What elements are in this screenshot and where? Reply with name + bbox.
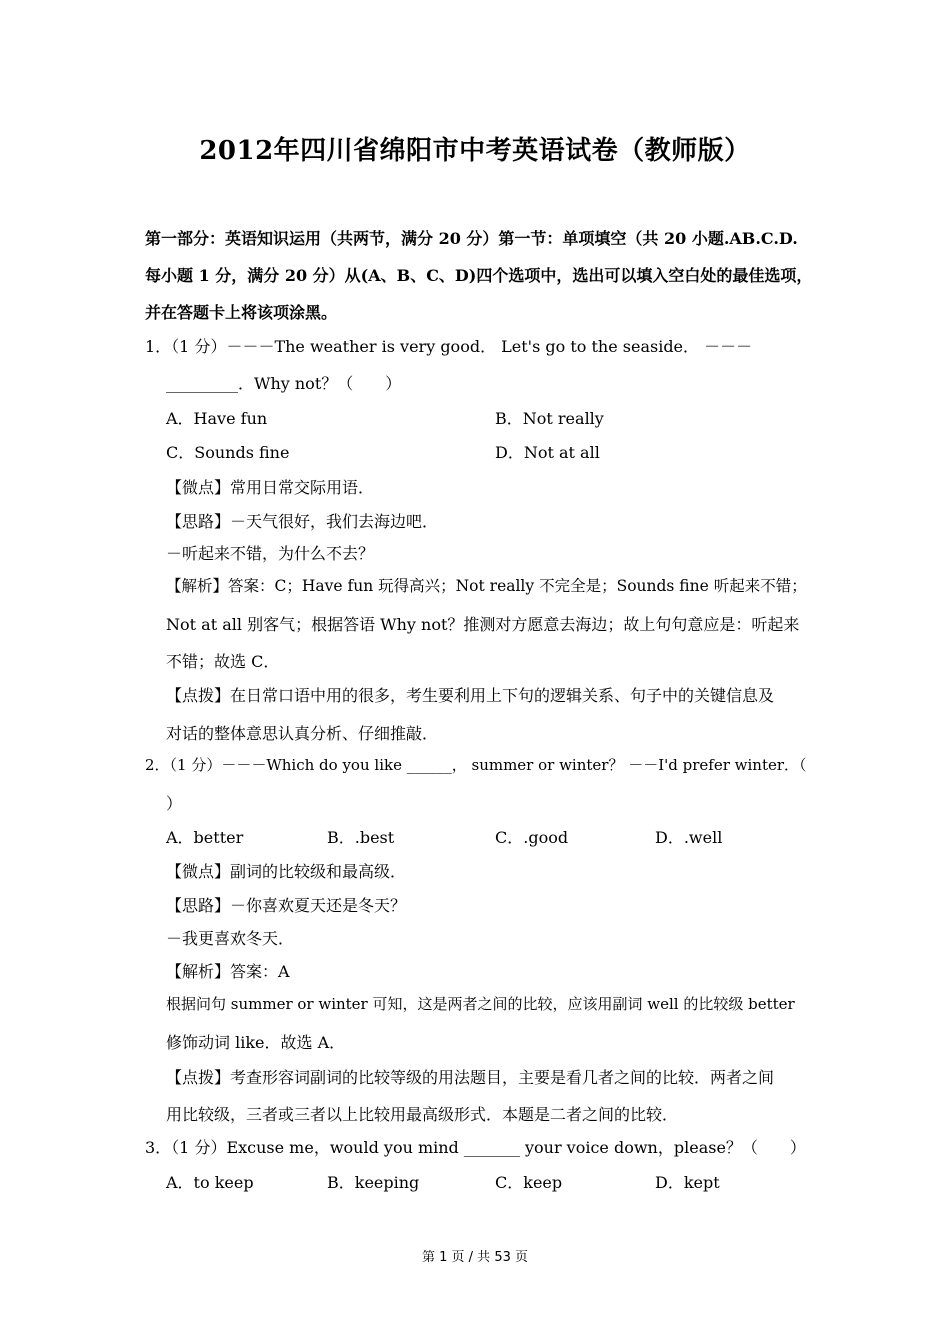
q1-jiexi-2: Not at all 别客气；根据答语 Why not？推测对方愿意去海边；故上句句意应是：听起来 bbox=[166, 615, 800, 634]
page-title: 2012年四川省绵阳市中考英语试卷（教师版） bbox=[199, 136, 751, 166]
q2-jiexi-1: 【解析】答案：A bbox=[166, 962, 290, 981]
q1-silu-1: 【思路】－天气很好，我们去海边吧． bbox=[166, 512, 439, 531]
q1-option-b: B．Not really bbox=[495, 409, 604, 428]
q3-option-b: B．keeping bbox=[327, 1173, 420, 1192]
q2-dianbo-1: 【点拨】考查形容词副词的比较等级的用法题目，主要是看几者之间的比较．两者之间 bbox=[166, 1068, 775, 1087]
q3-option-d: D．kept bbox=[655, 1173, 720, 1192]
q2-option-a: A．better bbox=[166, 828, 244, 847]
q3-stem-line-1: 3．（1 分）Excuse me，would you mind _______ your voice down，please？（ ） bbox=[145, 1138, 806, 1157]
q1-jiexi-3: 不错；故选 C． bbox=[166, 652, 280, 671]
q1-silu-2: －听起来不错，为什么不去？ bbox=[166, 544, 375, 563]
page-footer: 第 1 页 / 共 53 页 bbox=[422, 1250, 528, 1265]
q1-weidian: 【微点】常用日常交际用语． bbox=[166, 478, 375, 497]
section-header-line-3: 并在答题卡上将该项涂黑。 bbox=[145, 303, 338, 322]
q2-silu-1: 【思路】－你喜欢夏天还是冬天？ bbox=[166, 896, 407, 915]
section-header-line-2: 每小题 1 分，满分 20 分）从(A、B、C、D)四个选项中，选出可以填入空白处的最佳选项， bbox=[145, 266, 813, 285]
q3-option-a: A．to keep bbox=[166, 1173, 254, 1192]
q1-dianbo-1: 【点拨】在日常口语中用的很多，考生要利用上下句的逻辑关系、句子中的关键信息及 bbox=[166, 686, 775, 705]
q2-weidian: 【微点】副词的比较级和最高级． bbox=[166, 862, 407, 881]
q2-stem-line-1: 2．（1 分）－－－Which do you like ______， summer or winter？ －－I'd prefer winter．（ bbox=[145, 756, 807, 774]
q1-option-c: C．Sounds fine bbox=[166, 443, 290, 462]
q2-jiexi-2: 根据问句 summer or winter 可知，这是两者之间的比较，应该用副词 well 的比较级 better bbox=[166, 995, 795, 1013]
q2-dianbo-2: 用比较级，三者或三者以上比较用最高级形式．本题是二者之间的比较． bbox=[166, 1105, 679, 1124]
q3-option-c: C．keep bbox=[495, 1173, 563, 1192]
q1-option-d: D．Not at all bbox=[495, 443, 600, 462]
q1-stem-line-1: 1．（1 分）－－－The weather is very good． Let's go to the seaside． －－－ bbox=[145, 337, 753, 356]
q1-stem-line-2: _________．Why not？（ ） bbox=[166, 374, 402, 393]
q2-option-b: B．.best bbox=[327, 828, 395, 847]
q2-stem-line-2: ） bbox=[166, 794, 183, 813]
q2-jiexi-3: 修饰动词 like．故选 A． bbox=[166, 1033, 346, 1052]
q1-option-a: A．Have fun bbox=[166, 409, 268, 428]
q2-silu-2: －我更喜欢冬天． bbox=[166, 929, 295, 948]
section-header-line-1: 第一部分：英语知识运用（共两节，满分 20 分）第一节：单项填空（共 20 小题.AB.C.D. bbox=[145, 229, 798, 248]
q2-option-d: D．.well bbox=[655, 828, 723, 847]
q2-option-c: C．.good bbox=[495, 828, 569, 847]
q1-dianbo-2: 对话的整体意思认真分析、仔细推敲． bbox=[166, 724, 439, 743]
q1-jiexi-1: 【解析】答案：C；Have fun 玩得高兴；Not really 不完全是；Sounds fine 听起来不错； bbox=[166, 577, 807, 595]
